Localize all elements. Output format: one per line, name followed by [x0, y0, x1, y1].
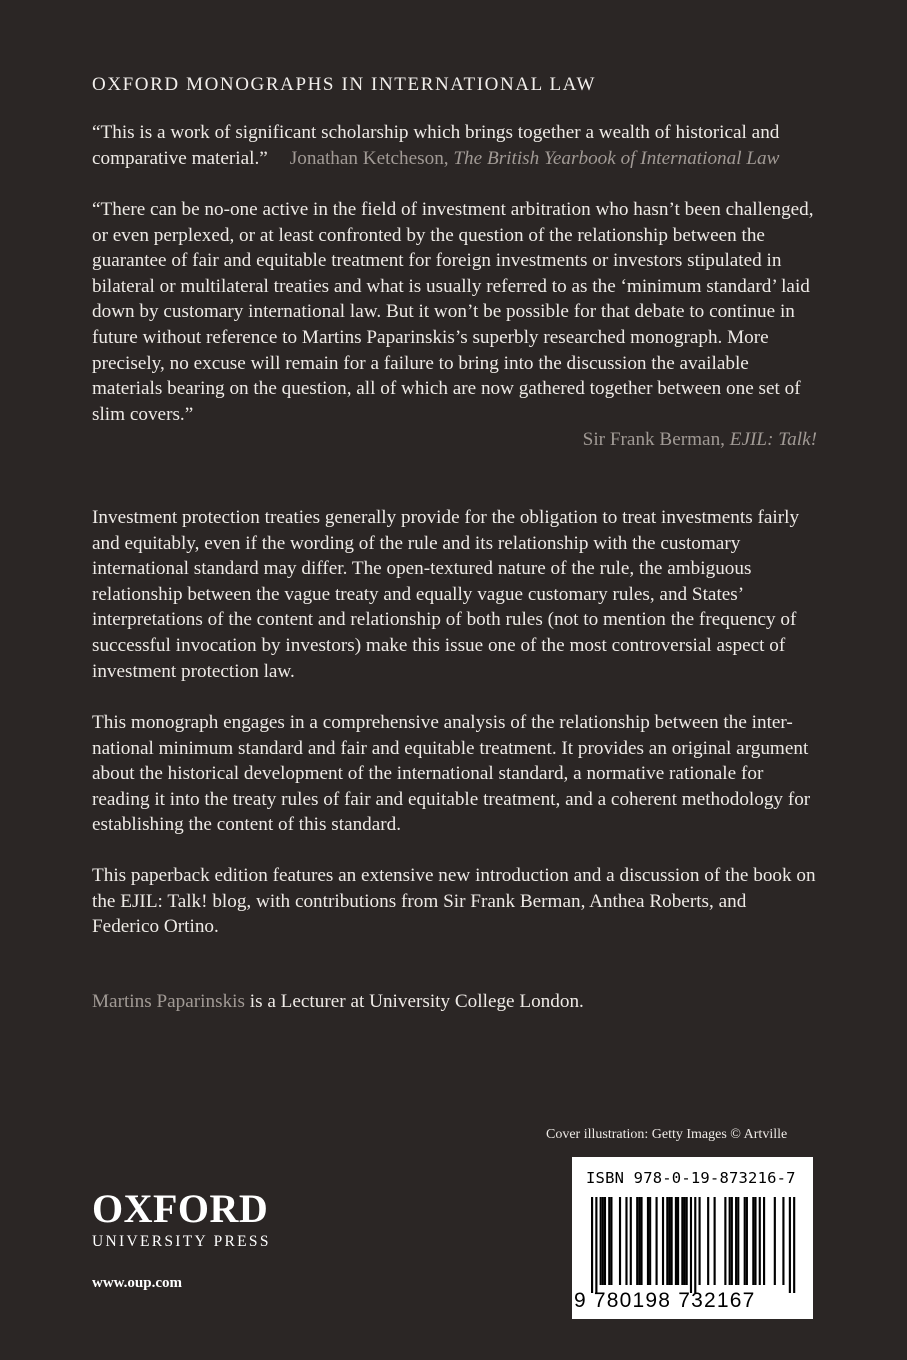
barcode-bar [735, 1197, 737, 1285]
barcode-bar [610, 1197, 612, 1285]
oxford-university-press-logo [92, 1187, 271, 1251]
barcode-bar [619, 1197, 621, 1285]
barcode-bar [683, 1197, 685, 1285]
quote-text: “This is a work of significant scholarship which brings together a wealth of historical and comparative material.” [92, 122, 780, 169]
isbn-barcode [572, 1157, 813, 1319]
barcode-bar [793, 1197, 795, 1293]
barcode-bar [782, 1197, 784, 1285]
barcode-bar [638, 1197, 640, 1285]
barcode-bar [608, 1197, 610, 1285]
attribution-name: Jonathan Ketcheson, [289, 147, 449, 169]
barcode-bar [677, 1197, 679, 1285]
barcode-bar [744, 1197, 746, 1285]
isbn-label: ISBN 978-0-19-873216-7 [586, 1169, 796, 1187]
barcode-bar [694, 1197, 696, 1293]
barcode-bar [737, 1197, 739, 1285]
quote-ketcheson [92, 120, 817, 171]
barcode-bar [789, 1197, 791, 1293]
barcode-bar [774, 1197, 776, 1285]
barcode-bar [602, 1197, 604, 1285]
publisher-url[interactable]: www.oup.com [92, 1275, 183, 1291]
quote-attribution [92, 427, 817, 453]
barcode-bar [591, 1197, 593, 1293]
barcode-bar [699, 1197, 701, 1285]
barcode-bar [662, 1197, 664, 1285]
barcode-bar [630, 1197, 632, 1285]
barcode-bar [640, 1197, 642, 1285]
attribution-name: Sir Frank Berman, [582, 429, 725, 451]
barcode-bar [707, 1197, 709, 1285]
barcode-bar [666, 1197, 668, 1285]
attribution-source: The British Yearbook of International Law [453, 147, 780, 169]
author-name: Martins Paparinskis [92, 991, 245, 1012]
publisher-subname: UNIVERSITY PRESS [92, 1233, 271, 1250]
description-paragraph: Investment protection treaties generally provide for the obligation to treat investments fairly and equitably, even if the wording of the rule and its relationship with the customary international standard may differ. The open-textured nature of the rule, the ambiguous relationship between the vague treaty and equally vague customary rules, and States’ interpretations of the content and relationship of both rules (not to mention the frequency of successful invocation by investors) make this issue one of the most controversial aspect of investment protection law. [92, 507, 800, 682]
series-title: OXFORD MONOGRAPHS IN INTERNATIONAL LAW [92, 74, 597, 95]
author-bio-text: is a Lecturer at University College London. [244, 991, 584, 1012]
barcode-bar [681, 1197, 683, 1285]
barcode-bar [604, 1197, 606, 1285]
description-paragraph: This monograph engages in a comprehensive analysis of the relationship between the inter-national minimum standard and fair and equitable treatment. It provides an original argument about the historical development of the international standard, a normative rationale for reading it into the treaty rules of fair and equitable treatment, and a coherent methodology for establishing the content of this standard. [92, 712, 811, 836]
publisher-name: OXFORD [92, 1186, 269, 1231]
barcode-bar [656, 1197, 658, 1285]
description-paragraph: This paperback edition features an extensive new introduction and a discussion of the book on the EJIL: Talk! blog, with contributions from Sir Frank Berman, Anthea Roberts, and Federico Ortino. [92, 865, 816, 938]
quote-text: “There can be no-one active in the field of investment arbitration who hasn’t been challenged, or even perplexed, or at least confronted by the question of the relationship between the guarantee of fair and equitable treatment for foreign investments or investors stipulated in bilateral or multilateral treaties and what is usually referred to as the ‘minimum standard’ laid down by customary international law. But it won’t be possible for that debate to continue in future without reference to Martins Paparinskis’s superbly researched monograph. More precisely, no excuse will remain for a failure to bring into the discussion the available materials bearing on the question, all of which are now gathered together between one set of slim covers.” [92, 199, 814, 425]
barcode-bar [714, 1197, 716, 1285]
quote-berman [92, 197, 817, 453]
barcode-bar [731, 1197, 733, 1285]
barcode-bar [668, 1197, 670, 1285]
barcode-bar [729, 1197, 731, 1285]
barcode-bar [690, 1197, 692, 1293]
barcode-bar [724, 1197, 726, 1285]
cover-credit: Cover illustration: Getty Images © Artville [546, 1127, 788, 1142]
barcode-bar [636, 1197, 638, 1285]
author-bio [92, 991, 584, 1013]
quote-attribution [290, 148, 780, 169]
barcode-bar [686, 1197, 688, 1285]
barcode-bar [746, 1197, 748, 1285]
attribution-source: EJIL: Talk! [729, 429, 817, 451]
barcode-bar [600, 1197, 602, 1285]
barcode-bar [595, 1197, 597, 1293]
barcode-bar [752, 1197, 754, 1285]
barcode-bar [759, 1197, 761, 1285]
barcode-bar [763, 1197, 765, 1285]
barcode-bar [754, 1197, 756, 1285]
barcode-bar [625, 1197, 627, 1285]
barcode-bar [671, 1197, 673, 1285]
barcode-bar [647, 1197, 649, 1285]
barcode-bar [649, 1197, 651, 1285]
barcode-digits: 9 780198 732167 [574, 1289, 756, 1312]
barcode-bar [675, 1197, 677, 1285]
